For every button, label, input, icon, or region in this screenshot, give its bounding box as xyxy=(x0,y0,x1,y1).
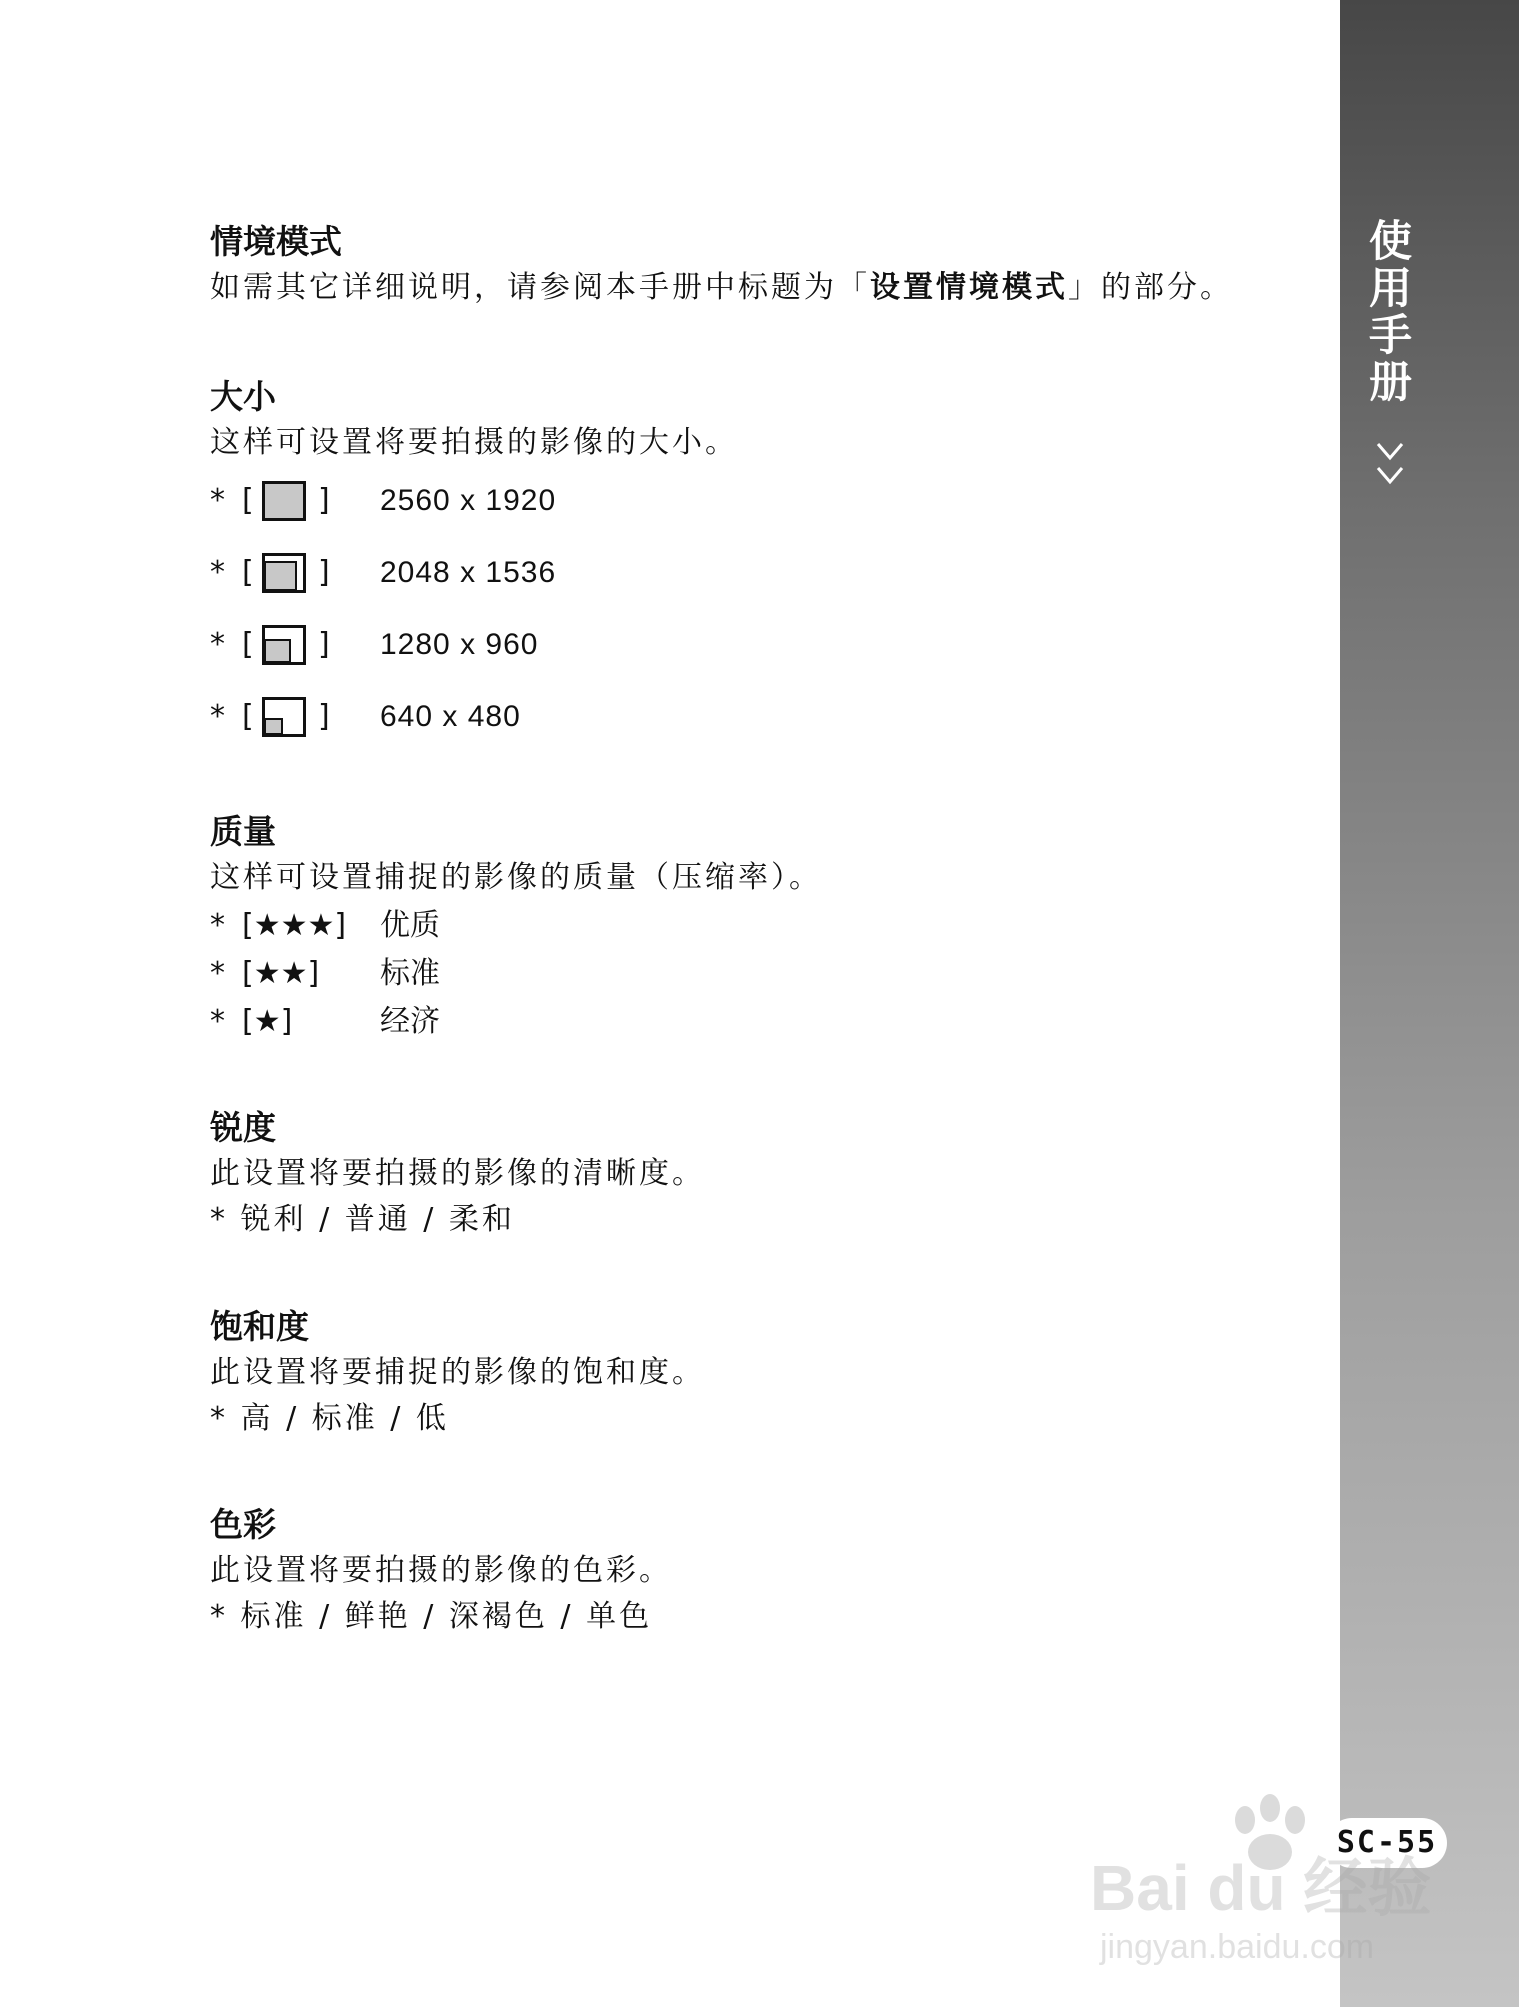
size-2560-icon xyxy=(262,481,306,521)
star-rating: [★★] xyxy=(242,956,320,991)
star-rating: [★] xyxy=(242,1004,293,1039)
svg-text:jingyan.baidu.com: jingyan.baidu.com xyxy=(1100,1928,1375,1966)
section-description: 此设置将要拍摄的影像的色彩。 xyxy=(210,1553,672,1588)
size-value: 1280 x 960 xyxy=(380,628,539,661)
section-scene-mode xyxy=(210,222,1330,308)
section-description: 这样可设置将要拍摄的影像的大小。 xyxy=(210,425,738,460)
section-description: 此设置将要捕捉的影像的饱和度。 xyxy=(210,1355,705,1390)
size-640-icon xyxy=(262,697,306,737)
options-line: * 标准 / 鲜艳 / 深褐色 / 单色 xyxy=(210,1599,653,1634)
size-list xyxy=(210,473,1330,761)
star-rating: [★★★] xyxy=(242,908,347,943)
list-item: * [ ] 1280 x 960 xyxy=(210,617,1330,689)
section-heading: 质量 xyxy=(210,812,276,851)
section-saturation xyxy=(210,1307,1330,1439)
size-2048-icon xyxy=(262,553,306,593)
baidu-watermark-logo xyxy=(1080,1780,1460,1970)
section-size xyxy=(210,377,1330,761)
size-value: 640 x 480 xyxy=(380,700,521,733)
section-description: 这样可设置捕捉的影像的质量（压缩率）。 xyxy=(210,860,822,895)
quality-value: 标准 xyxy=(380,956,440,991)
section-color xyxy=(210,1505,1330,1637)
size-value: 2048 x 1536 xyxy=(380,556,557,589)
list-item: * [ ] 640 x 480 xyxy=(210,689,1330,761)
quality-value: 经济 xyxy=(380,1004,440,1039)
section-heading: 色彩 xyxy=(210,1505,276,1544)
cross-reference: 设置情境模式 xyxy=(870,270,1068,305)
quality-value: 优质 xyxy=(380,908,440,943)
options-line: * 锐利 / 普通 / 柔和 xyxy=(210,1202,515,1237)
list-item: * [★★] 标准 xyxy=(210,950,1330,998)
section-description: 如需其它详细说明，请参阅本手册中标题为「设置情境模式」的部分。 xyxy=(210,270,1233,305)
double-chevron-down-icon xyxy=(1374,440,1406,490)
page-number: SC-55 xyxy=(1327,1818,1447,1868)
section-description: 此设置将要拍摄的影像的清晰度。 xyxy=(210,1156,705,1191)
list-item: * [ ] 2048 x 1536 xyxy=(210,545,1330,617)
size-1280-icon xyxy=(262,625,306,665)
svg-text:Bai du 经验: Bai du 经验 xyxy=(1090,1852,1432,1924)
section-heading: 锐度 xyxy=(210,1108,276,1147)
options-line: * 高 / 标准 / 低 xyxy=(210,1401,449,1436)
section-heading: 饱和度 xyxy=(210,1307,309,1346)
section-quality xyxy=(210,812,1330,1046)
list-item: * [★★★] 优质 xyxy=(210,902,1330,950)
section-heading: 情境模式 xyxy=(210,222,342,261)
section-sharpness xyxy=(210,1108,1330,1240)
list-item: * [★] 经济 xyxy=(210,998,1330,1046)
list-item: * [ ] 2560 x 1920 xyxy=(210,473,1330,545)
quality-list xyxy=(210,902,1330,1046)
side-tab-title: 使用手册 xyxy=(1362,218,1412,406)
section-heading: 大小 xyxy=(210,377,276,416)
size-value: 2560 x 1920 xyxy=(380,484,557,517)
